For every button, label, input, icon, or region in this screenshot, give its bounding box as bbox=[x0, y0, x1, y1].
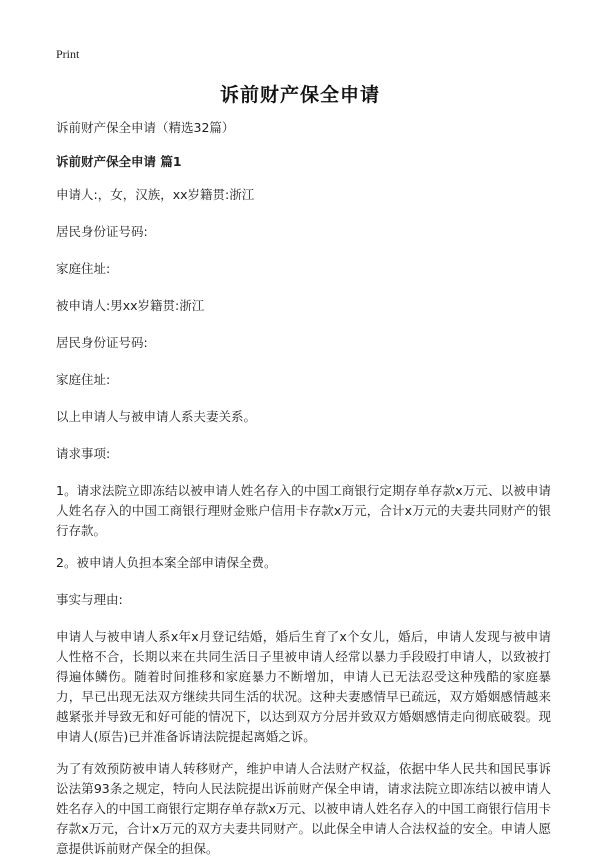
respondent-address-line: 家庭住址: bbox=[56, 372, 111, 387]
facts-heading: 事实与理由: bbox=[56, 592, 123, 607]
respondent-id-line: 居民身份证号码: bbox=[56, 335, 148, 350]
request-item-2: 2。被申请人负担本案全部申请保全费。 bbox=[56, 555, 277, 570]
applicant-id-line: 居民身份证号码: bbox=[56, 224, 148, 239]
document-subtitle: 诉前财产保全申请（精选32篇） bbox=[56, 120, 235, 135]
facts-paragraph-1: 申请人与被申请人系x年x月登记结婚，婚后生育了x个女儿，婚后，申请人发现与被申请人性格不合，长期以来在共同生活日子里被申请人经常以暴力手段殴打申请人，以致被打得遍体鳞伤。随着时间推移和家庭暴力不断增加，申请人已无法忍受这种残酷的家庭暴力，早已出现无法双方继续共同生活的状况。这种夫妻感情早已疏远，双方婚姻感情越来越紧张并导致无和好可能的情况下，以达到双方分居并致双方婚姻感情走向彻底破裂。现申请人(原告)已并准备诉请法院提起离婚之诉。 bbox=[56, 629, 551, 744]
applicant-line: 申请人:，女，汉族，xx岁籍贯:浙江 bbox=[56, 187, 255, 202]
document-body bbox=[56, 118, 551, 867]
print-label[interactable]: Print bbox=[56, 47, 80, 61]
applicant-address-line: 家庭住址: bbox=[56, 261, 111, 276]
relationship-line: 以上申请人与被申请人系夫妻关系。 bbox=[56, 409, 257, 424]
facts-paragraph-2: 为了有效预防被申请人转移财产，维护申请人合法财产权益，依据中华人民共和国民事诉讼法第93条之规定，特向人民法院提出诉前财产保全申请，请求法院立即冻结以被申请人姓名存入的中国工商银行定期存单存款x万元、以被申请人姓名存入的中国工商银行信用卡存款x万元，合计x万元的双方夫妻共同财产。以此保全申请人合法权益的安全。申请人愿意提供诉前财产保全的担保。 bbox=[56, 761, 551, 856]
section-heading: 诉前财产保全申请 篇1 bbox=[56, 154, 182, 169]
respondent-line: 被申请人:男xx岁籍贯:浙江 bbox=[56, 298, 205, 313]
page-title: 诉前财产保全申请 bbox=[219, 84, 380, 106]
request-item-1: 1。请求法院立即冻结以被申请人姓名存入的中国工商银行定期存单存款x万元、以被申请人姓名存入的中国工商银行理财金账户信用卡存款x万元，合计x万元的夫妻共同财产的银行存款。 bbox=[56, 483, 551, 538]
requests-heading: 请求事项: bbox=[56, 446, 111, 461]
